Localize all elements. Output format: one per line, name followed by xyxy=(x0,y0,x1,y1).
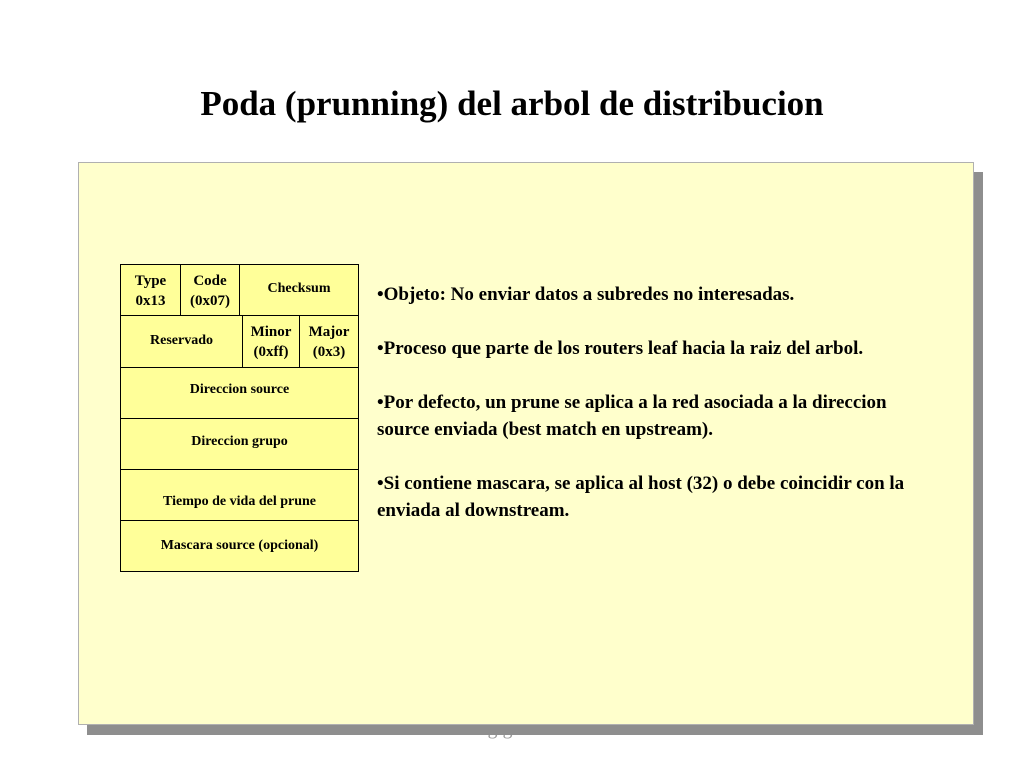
bullet-proceso: •Proceso que parte de los routers leaf hacia la raiz del arbol. xyxy=(377,338,864,359)
bullet-objeto: •Objeto: No enviar datos a subredes no interesadas. xyxy=(377,284,795,305)
major-value: (0x3) xyxy=(312,343,346,360)
bullet-list xyxy=(377,281,917,551)
mascara-source-label: Mascara source (opcional) xyxy=(160,538,319,553)
major-label: Major xyxy=(308,323,350,340)
checksum-label: Checksum xyxy=(267,281,331,296)
bullet-por-defecto: •Por defecto, un prune se aplica a la red asociada a la direccion source enviada (best match en upstream). xyxy=(377,392,887,440)
reservado-label: Reservado xyxy=(150,332,213,348)
major-field xyxy=(299,315,359,368)
code-field xyxy=(180,264,240,316)
type-value: 0x13 xyxy=(135,293,166,309)
minor-value: (0xff) xyxy=(253,343,289,360)
checksum-field xyxy=(239,264,359,316)
minor-label: Minor xyxy=(250,323,292,340)
prune-packet-diagram xyxy=(120,264,359,572)
slide-title: Poda (prunning) del arbol de distribucion xyxy=(200,84,824,123)
reservado-field xyxy=(120,315,243,368)
minor-field xyxy=(242,315,300,368)
tiempo-vida-label: Tiempo de vida del prune xyxy=(163,494,316,509)
direccion-grupo-label: Direccion grupo xyxy=(191,434,288,449)
code-label: Code xyxy=(193,273,227,289)
tiempo-vida-field xyxy=(120,469,359,521)
direccion-source-field xyxy=(120,367,359,419)
bullet-mascara: •Si contiene mascara, se aplica al host (32) o debe coincidir con la enviada al downstream. xyxy=(377,473,905,521)
type-field xyxy=(120,264,181,316)
type-label: Type xyxy=(134,273,167,289)
code-value: (0x07) xyxy=(190,293,230,309)
mascara-source-field xyxy=(120,520,359,572)
direccion-source-label: Direccion source xyxy=(189,382,290,397)
direccion-grupo-field xyxy=(120,418,359,470)
